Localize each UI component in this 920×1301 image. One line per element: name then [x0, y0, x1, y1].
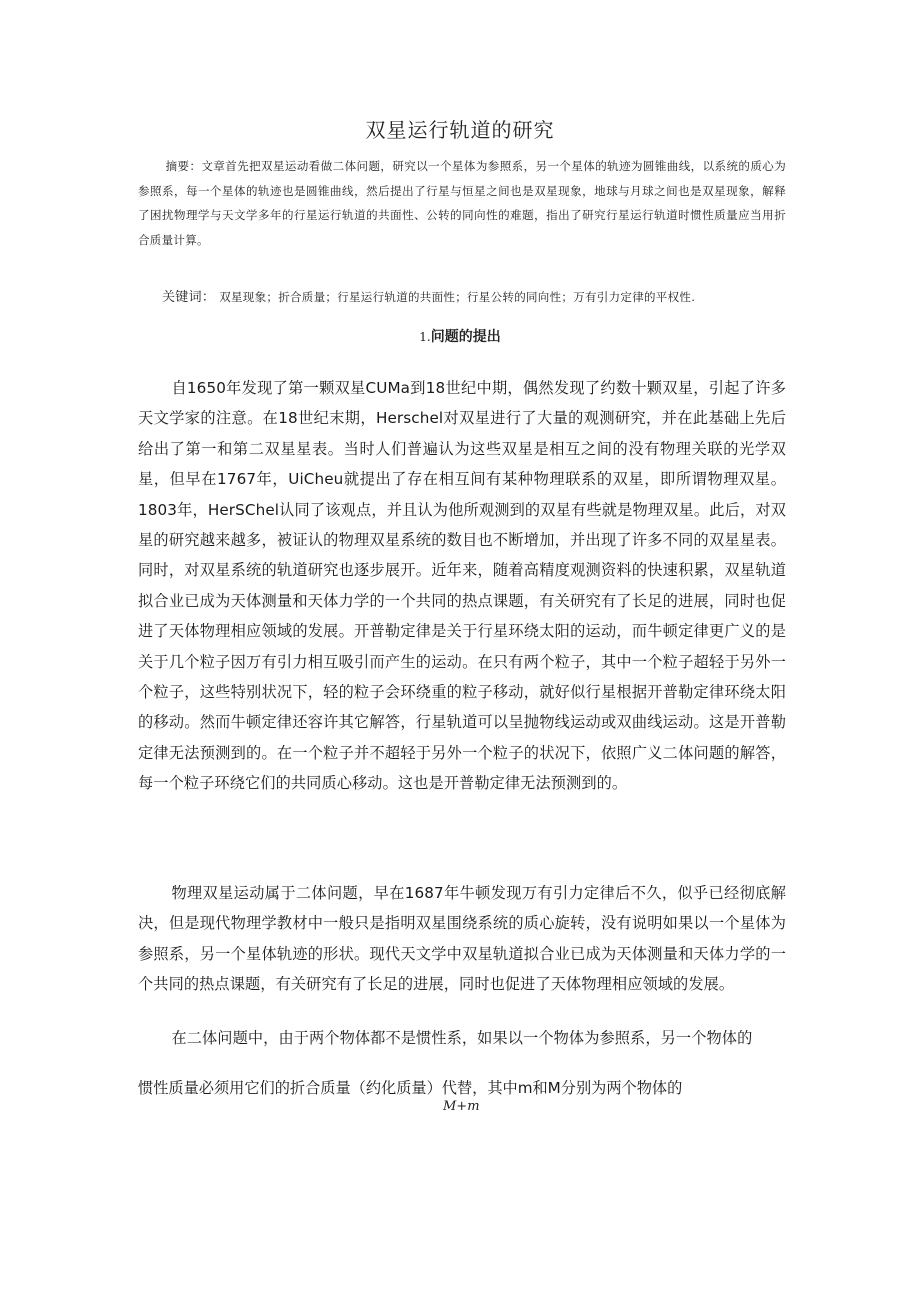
body-paragraph: 自1650年发现了第一颗双星CUMa到18世纪中期，偶然发现了约数十颗双星，引起了许多天文学家的注意。在18世纪末期，Herschel对双星进行了大量的观测研究，并在此基础上先后给出了第一和第二双星星表。当时人们普遍认为这些双星是相互之间的没有物理关联的光学双星，但早在1767年，UiCheu就提出了存在相互间有某种物理联系的双星，即所谓物理双星。1803年，HerSChel认同了该观点，并且认为他所观测到的双星有些就是物理双星。此后，对双星的研究越来越多，被证认的物理双星系统的数目也不断增加，并出现了许多不同的双星星表。同时，对双星系统的轨道研究也逐步展开。近年来，随着高精度观测资料的快速积累，双星轨道拟合业已成为天体测量和天体力学的一个共同的热点课题，有关研究有了长足的进展，同时也促进了天体物理相应领域的发展。开普勒定律是关于行星环绕太阳的运动，而牛顿定律更广义的是关于几个粒子因万有引力相互吸引而产生的运动。在只有两个粒子，其中一个粒子超轻于另外一个粒子，这些特别状况下，轻的粒子会环绕重的粒子移动，就好似行星根据开普勒定律环绕太阳的移动。然而牛顿定律还容许其它解答，行星轨道可以呈抛物线运动或双曲线运动。这是开普勒定律无法预测到的。在一个粒子并不超轻于另外一个粒子的状况下，依照广义二体问题的解答，每一个粒子环绕它们的共同质心移动。这也是开普勒定律无法预测到的。	[138, 379, 786, 793]
abstract: 摘要：文章首先把双星运动看做二体问题，研究以一个星体为参照系，另一个星体的轨迹为圆锥曲线，以系统的质心为参照系，每一个星体的轨迹也是圆锥曲线，然后提出了行星与恒星之间也是双星现象，地球与月球之间也是双星现象，解释了困扰物理学与天文学多年的行星运行轨道的共面性、公转的同向性的难题，指出了研究行星运行轨道时惯性质量应当用折合质量计算。	[138, 159, 786, 247]
section-heading	[0, 326, 920, 346]
body-paragraph: 在二体问题中，由于两个物体都不是惯性系，如果以一个物体为参照系，另一个物体的	[171, 1029, 753, 1047]
keywords-label: 关键词：	[162, 290, 216, 305]
body-paragraph: 物理双星运动属于二体问题，早在1687年牛顿发现万有引力定律后不久，似乎已经彻底解决，但是现代物理学教材中一般只是指明双星围绕系统的质心旋转，没有说明如果以一个星体为参照系，另一个星体轨迹的形状。现代天文学中双星轨道拟合业已成为天体测量和天体力学的一个共同的热点课题，有关研究有了长足的进展，同时也促进了天体物理相应领域的发展。	[138, 884, 786, 994]
document-title: 双星运行轨道的研究	[365, 118, 555, 142]
section-number: 1.	[419, 330, 431, 344]
formula-fragment: M+m	[443, 1099, 480, 1114]
section-title: 问题的提出	[430, 329, 501, 345]
keywords-text: 双星现象；折合质量；行星运行轨道的共面性；行星公转的同向性；万有引力定律的平权性.	[219, 290, 696, 304]
body-paragraph-continuation: 惯性质量必须用它们的折合质量（约化质量）代替，其中m和M分别为两个物体的	[138, 1079, 683, 1097]
keywords-line	[162, 286, 802, 305]
